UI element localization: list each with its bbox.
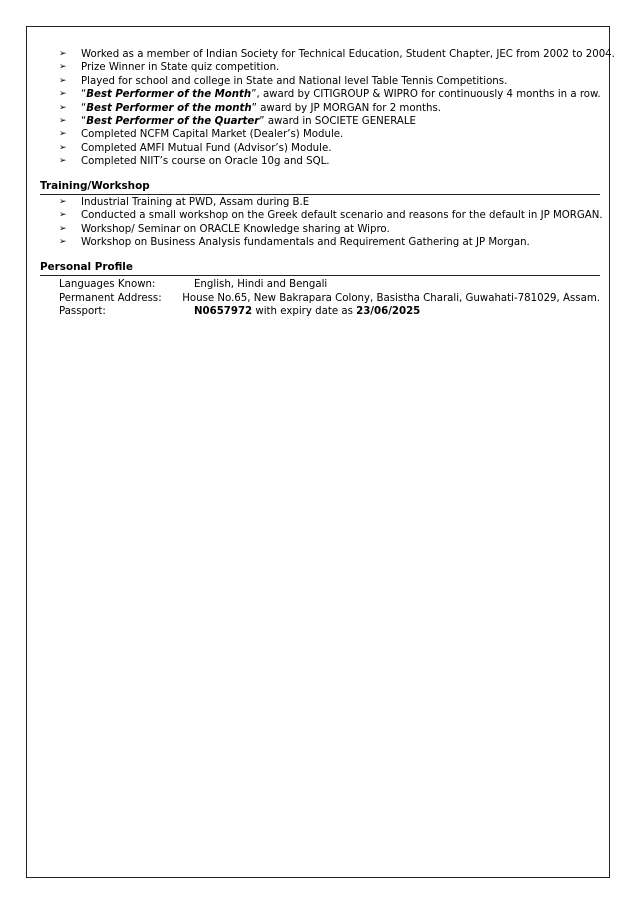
arrow-bullet-icon: ➢ xyxy=(59,129,67,140)
section-title-personal-profile: Personal Profile xyxy=(40,261,600,276)
achievements-list xyxy=(40,48,615,169)
address-label: Permanent Address: xyxy=(59,292,162,304)
list-item: ➢ “Best Performer of the month” award by JP MORGAN for 2 months. xyxy=(59,102,442,114)
arrow-bullet-icon: ➢ xyxy=(59,142,67,153)
profile-row-languages xyxy=(40,278,600,291)
list-item: ➢ Workshop on Business Analysis fundamentals and Requirement Gathering at JP Morgan. xyxy=(59,237,530,249)
address-value: House No.65, New Bakrapara Colony, Basistha Charali, Guwahati-781029, Assam. xyxy=(182,292,600,304)
arrow-bullet-icon: ➢ xyxy=(59,75,67,86)
list-item: ➢ Workshop/ Seminar on ORACLE Knowledge sharing at Wipro. xyxy=(59,223,390,235)
arrow-bullet-icon: ➢ xyxy=(59,49,67,59)
list-item: ➢ “Best Performer of the Quarter” award in SOCIETE GENERALE xyxy=(59,116,416,128)
arrow-bullet-icon: ➢ xyxy=(59,237,67,248)
arrow-bullet-icon: ➢ xyxy=(59,116,67,127)
list-item: ➢ Completed NCFM Capital Market (Dealer’s) Module. xyxy=(59,129,344,141)
passport-label: Passport: xyxy=(59,305,106,317)
list-item: ➢ Completed NIIT’s course on Oracle 10g and SQL. xyxy=(59,156,330,168)
section-title-training: Training/Workshop xyxy=(40,180,600,195)
arrow-bullet-icon: ➢ xyxy=(59,210,67,221)
resume-page xyxy=(40,48,615,318)
arrow-bullet-icon: ➢ xyxy=(59,102,67,113)
passport-expiry: 23/06/2025 xyxy=(356,305,421,317)
personal-profile-table xyxy=(40,278,600,318)
list-item: ➢ Worked as a member of Indian Society for Technical Education, Student Chapter, JEC from 2002 to 2004. xyxy=(59,49,615,60)
arrow-bullet-icon: ➢ xyxy=(59,89,67,100)
passport-value: N0657972 with expiry date as 23/06/2025 xyxy=(194,305,421,317)
profile-row-address xyxy=(40,292,600,305)
training-list xyxy=(40,196,603,250)
arrow-bullet-icon: ➢ xyxy=(59,62,67,73)
list-item: ➢ “Best Performer of the Month”, award by CITIGROUP & WIPRO for continuously 4 months in a row. xyxy=(59,89,601,101)
passport-number: N0657972 xyxy=(194,305,253,317)
languages-label: Languages Known: xyxy=(59,279,156,291)
list-item: ➢ Completed AMFI Mutual Fund (Advisor’s) Module. xyxy=(59,142,332,154)
list-item: ➢ Played for school and college in State and National level Table Tennis Competitions. xyxy=(59,75,508,87)
list-item: ➢ Conducted a small workshop on the Greek default scenario and reasons for the default in JP MORGAN. xyxy=(59,210,603,222)
list-item: ➢ Industrial Training at PWD, Assam during B.E xyxy=(59,197,310,209)
arrow-bullet-icon: ➢ xyxy=(59,156,67,167)
profile-row-passport xyxy=(40,305,600,318)
arrow-bullet-icon: ➢ xyxy=(59,197,67,208)
languages-value: English, Hindi and Bengali xyxy=(194,279,328,291)
list-item: ➢ Prize Winner in State quiz competition. xyxy=(59,62,280,74)
arrow-bullet-icon: ➢ xyxy=(59,223,67,234)
